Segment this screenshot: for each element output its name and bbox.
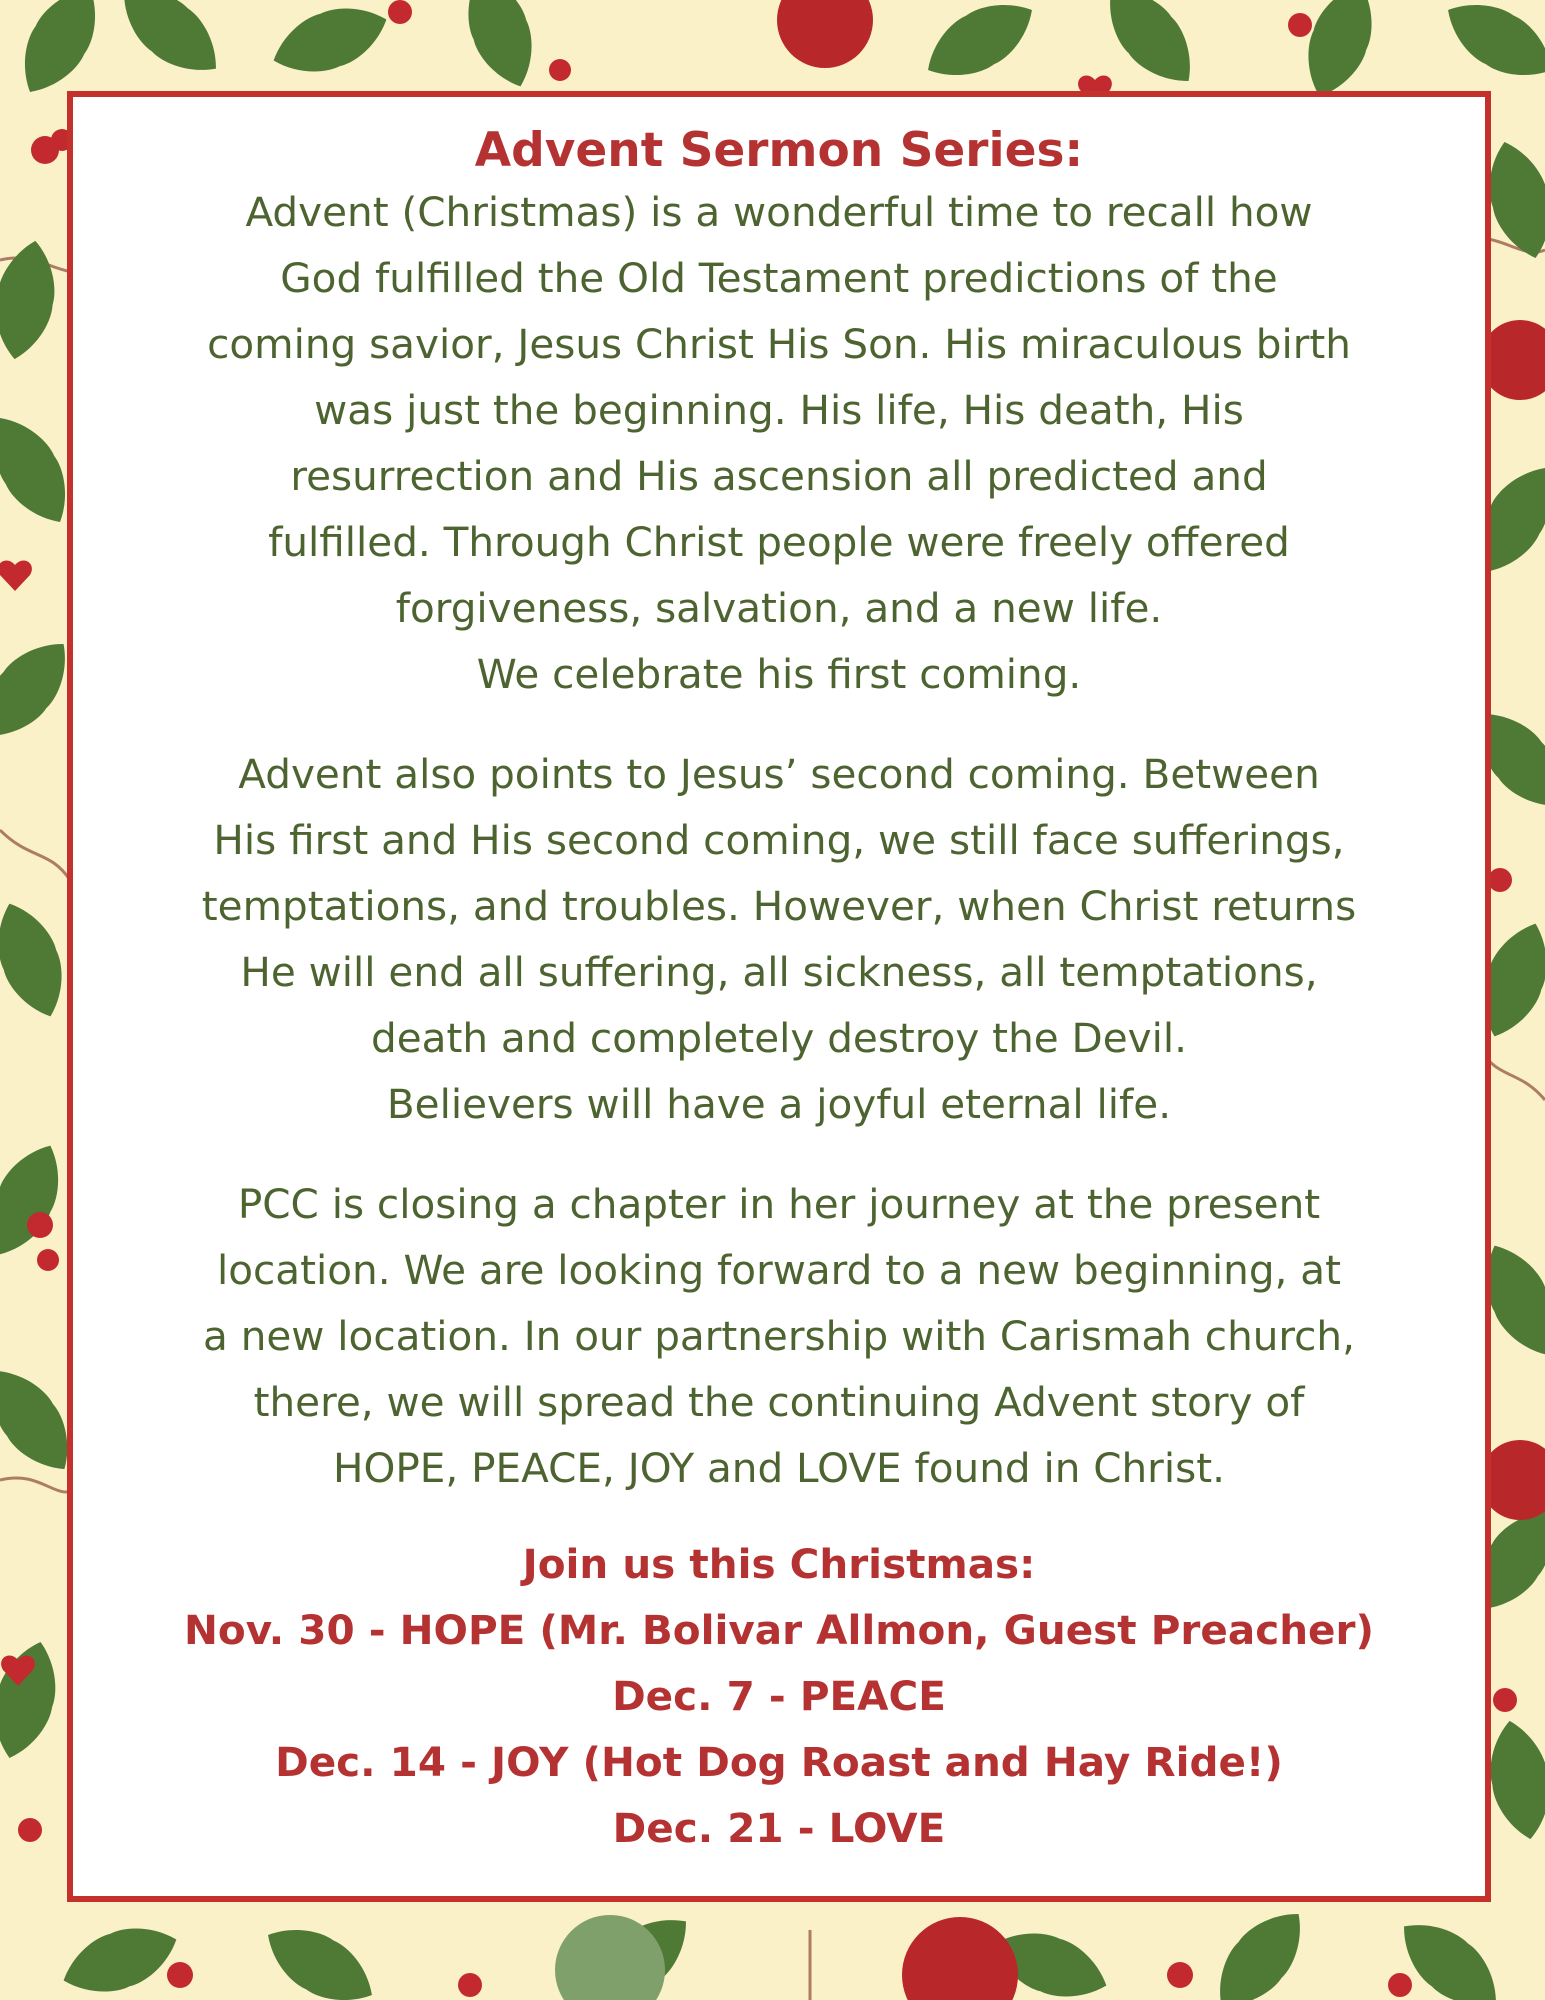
text-line: forgiveness, salvation, and a new life. bbox=[395, 584, 1163, 633]
text-line: Advent also points to Jesus’ second coming. Between bbox=[238, 750, 1320, 799]
text-line: Believers will have a joyful eternal life. bbox=[386, 1080, 1172, 1129]
text-line: Advent (Christmas) is a wonderful time to recall how bbox=[245, 188, 1313, 237]
paragraph-second-coming bbox=[73, 741, 1485, 1137]
text-line: location. We are looking forward to a new beginning, at bbox=[217, 1246, 1341, 1295]
schedule-item: Dec. 7 - PEACE bbox=[612, 1672, 946, 1721]
paragraph-first-coming bbox=[73, 179, 1485, 707]
text-line: was just the beginning. His life, His death, His bbox=[314, 386, 1244, 435]
page-title: Advent Sermon Series: bbox=[474, 123, 1084, 178]
text-line: there, we will spread the continuing Advent story of bbox=[253, 1378, 1305, 1427]
text-line: a new location. In our partnership with Carismah church, bbox=[203, 1312, 1355, 1361]
text-line: resurrection and His ascension all predicted and bbox=[290, 452, 1268, 501]
text-line: death and completely destroy the Devil. bbox=[371, 1014, 1187, 1063]
text-line: PCC is closing a chapter in her journey at the present bbox=[237, 1180, 1321, 1229]
sermon-series-card bbox=[67, 91, 1491, 1902]
text-line: He will end all suffering, all sickness, all temptations, bbox=[240, 948, 1318, 997]
schedule-heading: Join us this Christmas: bbox=[522, 1540, 1036, 1589]
schedule-item: Dec. 14 - JOY (Hot Dog Roast and Hay Ride!) bbox=[275, 1738, 1283, 1787]
text-line: HOPE, PEACE, JOY and LOVE found in Christ. bbox=[333, 1444, 1225, 1493]
text-line: coming savior, Jesus Christ His Son. His miraculous birth bbox=[207, 320, 1351, 369]
text-line: God fulfilled the Old Testament predictions of the bbox=[280, 254, 1278, 303]
schedule-item: Nov. 30 - HOPE (Mr. Bolivar Allmon, Guest Preacher) bbox=[183, 1606, 1374, 1655]
text-line: We celebrate his first coming. bbox=[476, 650, 1082, 699]
schedule-item: Dec. 21 - LOVE bbox=[612, 1804, 946, 1853]
schedule bbox=[73, 1531, 1485, 1861]
text-line: fulfilled. Through Christ people were freely offered bbox=[268, 518, 1290, 567]
paragraph-new-location bbox=[73, 1171, 1485, 1501]
text-line: His first and His second coming, we still face sufferings, bbox=[213, 816, 1345, 865]
text-line: temptations, and troubles. However, when Christ returns bbox=[201, 882, 1357, 931]
